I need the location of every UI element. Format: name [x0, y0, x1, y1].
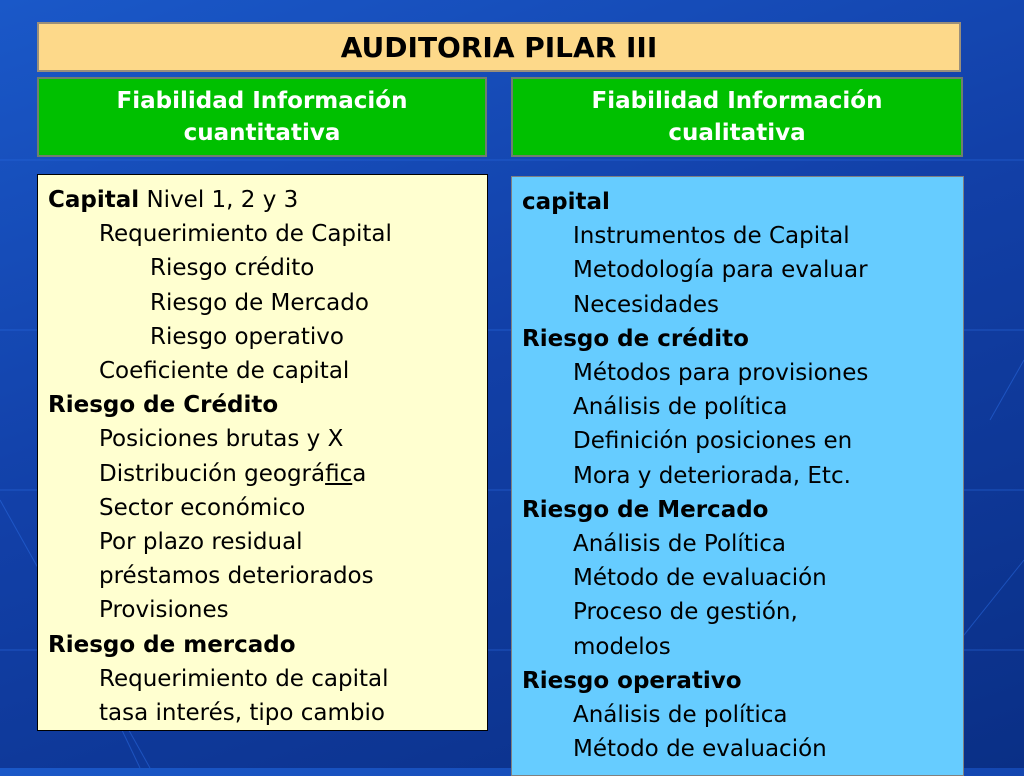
geographic-text-a: Distribución geográ [99, 460, 326, 487]
list-item: Métodos para provisiones [573, 360, 869, 387]
header-qualitative-line-2: cualitativa [668, 120, 806, 146]
list-item: Metodología para evaluar [573, 257, 868, 284]
list-item: Análisis de política [573, 394, 788, 421]
list-item: Definición posiciones en [573, 428, 853, 455]
capital-levels: Nivel 1, 2 y 3 [139, 187, 299, 213]
list-item: Riesgo de Mercado [150, 289, 369, 316]
list-item: Riesgo crédito [150, 255, 315, 282]
section-heading-operational: Riesgo operativo [522, 667, 742, 694]
list-item: Provisiones [99, 597, 229, 624]
geographic-text-c: a [352, 460, 367, 487]
geographic-text-underlined: fic [325, 460, 353, 487]
section-heading-credit: Riesgo de crédito [522, 325, 749, 352]
page-title: AUDITORIA PILAR III [37, 22, 961, 72]
list-item: Análisis de política [573, 702, 788, 729]
section-heading-capital: capital [522, 189, 610, 215]
capital-label: Capital [48, 187, 140, 213]
list-item: Requerimiento de capital [99, 665, 389, 692]
header-qualitative-line-1: Fiabilidad Información [591, 88, 883, 114]
list-item: Necesidades [573, 291, 719, 318]
list-item: Mora y deteriorada, Etc. [573, 462, 851, 489]
list-item: Requerimiento de Capital [99, 221, 392, 248]
header-quantitative-line-1: Fiabilidad Información [116, 88, 408, 114]
capital-line [48, 183, 477, 217]
section-heading-market: Riesgo de Mercado [522, 496, 769, 523]
list-item: Coeficiente de capital [99, 358, 350, 385]
quantitative-panel [37, 174, 488, 731]
list-item: Riesgo operativo [150, 323, 344, 350]
list-item: modelos [573, 633, 671, 660]
list-item-geographic [48, 457, 477, 491]
list-item: préstamos deteriorados [99, 563, 374, 590]
list-item: Proceso de gestión, [573, 599, 798, 626]
header-qualitative [511, 77, 963, 157]
list-item: tasa interés, tipo cambio [99, 700, 385, 727]
list-item: Sector económico [99, 494, 306, 521]
section-heading-market: Riesgo de mercado [48, 631, 296, 658]
header-quantitative [37, 77, 487, 157]
list-item: Por plazo residual [99, 529, 303, 556]
list-item: Instrumentos de Capital [573, 223, 850, 250]
header-quantitative-line-2: cuantitativa [183, 120, 341, 146]
section-heading-credit: Riesgo de Crédito [48, 392, 279, 419]
list-item: Análisis de Política [573, 531, 786, 558]
list-item: Posiciones brutas y X [99, 426, 344, 453]
list-item: Método de evaluación [573, 736, 827, 763]
qualitative-panel [511, 176, 964, 776]
list-item: Método de evaluación [573, 565, 827, 592]
